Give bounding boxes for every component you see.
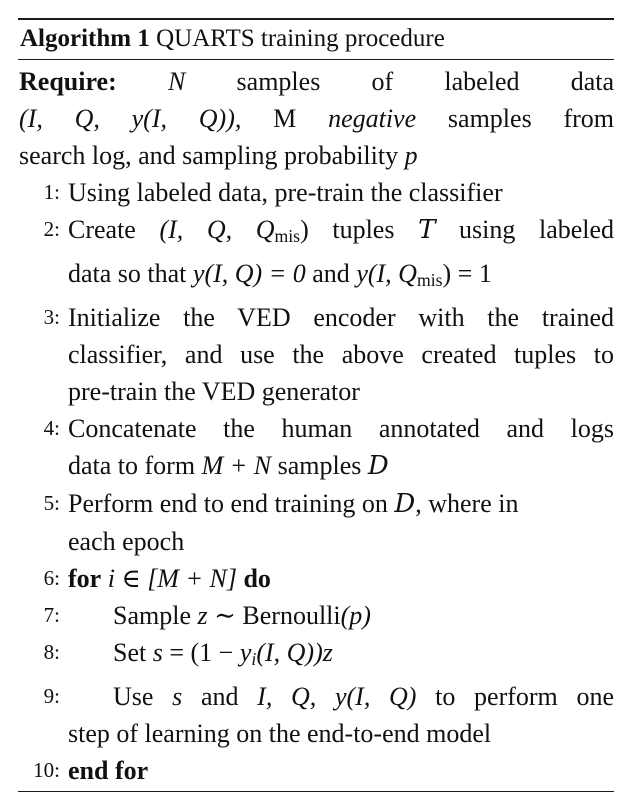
do-keyword: do bbox=[243, 563, 271, 593]
step-4-expr: M + N bbox=[201, 450, 272, 480]
step-6 bbox=[18, 560, 614, 597]
step-7 bbox=[18, 597, 614, 634]
line-number: 8: bbox=[43, 639, 60, 664]
dataset-symbol: D bbox=[394, 488, 416, 519]
step-4-text-a: data to form bbox=[68, 450, 196, 480]
line-number: 7: bbox=[43, 602, 60, 627]
require-line-1 bbox=[19, 63, 615, 100]
step-1 bbox=[18, 174, 614, 211]
var-i: i bbox=[107, 563, 115, 593]
step-text bbox=[68, 410, 614, 485]
step-5-text-a: Perform end to end training on bbox=[68, 488, 388, 518]
dataset-symbol: D bbox=[367, 450, 389, 481]
step-text bbox=[68, 560, 614, 597]
step-text bbox=[68, 211, 614, 299]
line-number: 4: bbox=[43, 415, 60, 440]
negative-word: negative bbox=[328, 104, 417, 133]
require-text-a: samples of labeled data bbox=[236, 67, 615, 96]
step-9-text-c: to perform one bbox=[435, 681, 615, 711]
step-3-line-2: classifier, and use the above created tuples to bbox=[68, 339, 614, 369]
step-2-text-e: and bbox=[312, 258, 350, 288]
step-8-eq-a: = (1 − bbox=[169, 637, 234, 667]
step-2-tuple bbox=[159, 215, 308, 244]
step-text bbox=[68, 752, 614, 789]
step-7-text-a: Sample bbox=[113, 600, 191, 630]
require-text-c: search log, and sampling probability bbox=[19, 141, 399, 170]
var-s: s bbox=[172, 681, 183, 711]
step-3-line-3: pre-train the VED generator bbox=[68, 376, 360, 406]
step-8-text-a: Set bbox=[113, 637, 147, 667]
var-n: N bbox=[167, 67, 186, 96]
step-9-line-2: step of learning on the end-to-end model bbox=[68, 718, 492, 748]
bernoulli-arg: (p) bbox=[340, 600, 371, 630]
require-line-3 bbox=[19, 137, 614, 174]
for-keyword: for bbox=[68, 563, 102, 593]
algorithm-label: Algorithm 1 bbox=[20, 25, 150, 52]
bernoulli-label: Bernoulli bbox=[242, 600, 341, 630]
line-number: 1: bbox=[43, 180, 60, 204]
var-s: s bbox=[152, 637, 163, 667]
line-number: 10: bbox=[33, 757, 60, 782]
step-2-line-1 bbox=[68, 211, 614, 255]
step-4-line-1: Concatenate the human annotated and logs bbox=[68, 413, 614, 443]
require-block bbox=[18, 63, 614, 174]
var-m: M bbox=[273, 104, 297, 133]
step-9-vars: I, Q, y(I, Q) bbox=[257, 681, 417, 711]
var-z: z bbox=[197, 600, 208, 630]
line-number: 3: bbox=[43, 304, 60, 329]
step-2-eq2-end: ) = 1 bbox=[442, 258, 492, 288]
y-symbol: y bbox=[239, 637, 252, 667]
step-4 bbox=[18, 410, 614, 485]
var-p: p bbox=[404, 141, 418, 170]
step-8 bbox=[18, 634, 614, 678]
step-2-tuple-main: (I, Q, Q bbox=[159, 215, 275, 244]
end-for-keyword: end for bbox=[68, 755, 149, 785]
step-5-line-1 bbox=[68, 485, 614, 523]
loop-range: [M + N] bbox=[147, 563, 237, 593]
y-i bbox=[240, 638, 333, 667]
step-text bbox=[68, 597, 614, 634]
step-2 bbox=[18, 211, 614, 299]
step-2-text-a: Create bbox=[68, 215, 136, 244]
require-text-b: samples from bbox=[447, 104, 615, 133]
algorithm-caption bbox=[18, 20, 614, 59]
step-text bbox=[68, 485, 614, 560]
line-number: 9: bbox=[43, 683, 60, 708]
line-number: 5: bbox=[43, 490, 60, 515]
step-5-text-b: , where in bbox=[415, 488, 519, 518]
step-4-line-2 bbox=[68, 447, 614, 485]
step-text bbox=[68, 678, 614, 752]
step-2-line-2 bbox=[68, 255, 614, 299]
element-of-symbol: ∈ bbox=[121, 563, 141, 593]
step-9 bbox=[18, 678, 614, 752]
step-9-line-1 bbox=[68, 678, 614, 715]
step-text bbox=[68, 634, 614, 678]
algorithm-title: QUARTS training procedure bbox=[156, 25, 445, 52]
step-2-tuple-sub: mis bbox=[274, 225, 301, 246]
step-3 bbox=[18, 299, 614, 410]
step-4-text-b: samples bbox=[277, 450, 362, 480]
step-5-line-2: each epoch bbox=[68, 526, 185, 556]
step-10 bbox=[18, 752, 614, 789]
step-2-text-c: using labeled bbox=[459, 215, 615, 244]
tuple-set-symbol: T bbox=[418, 215, 436, 245]
distributed-as-symbol: ∼ bbox=[214, 600, 236, 630]
y-subscript: i bbox=[251, 648, 257, 669]
step-9-text-a: Use bbox=[113, 681, 154, 711]
step-8-eq-b: (I, Q))z bbox=[256, 637, 333, 667]
step-2-eq2 bbox=[356, 259, 492, 288]
require-line-2 bbox=[19, 100, 615, 137]
step-2-text-b: tuples bbox=[332, 215, 395, 244]
step-text bbox=[68, 299, 614, 410]
step-2-eq2-main: y(I, Q bbox=[356, 258, 417, 288]
step-2-eq2-sub: mis bbox=[416, 269, 443, 290]
step-3-line-1: Initialize the VED encoder with the trained bbox=[68, 302, 614, 332]
step-2-text-d: data so that bbox=[68, 258, 187, 288]
step-2-tuple-end: ) bbox=[300, 215, 309, 244]
step-9-text-b: and bbox=[200, 681, 239, 711]
line-number: 6: bbox=[43, 565, 60, 590]
step-5 bbox=[18, 485, 614, 560]
line-number: 2: bbox=[43, 217, 60, 241]
step-2-eq1: y(I, Q) = 0 bbox=[192, 258, 306, 288]
algorithm-body bbox=[18, 60, 614, 791]
require-tuple: (I, Q, y(I, Q)), bbox=[19, 104, 242, 133]
algorithm-block bbox=[18, 18, 614, 792]
require-keyword: Require: bbox=[19, 67, 117, 96]
step-text: Using labeled data, pre-train the classifier bbox=[68, 178, 503, 207]
